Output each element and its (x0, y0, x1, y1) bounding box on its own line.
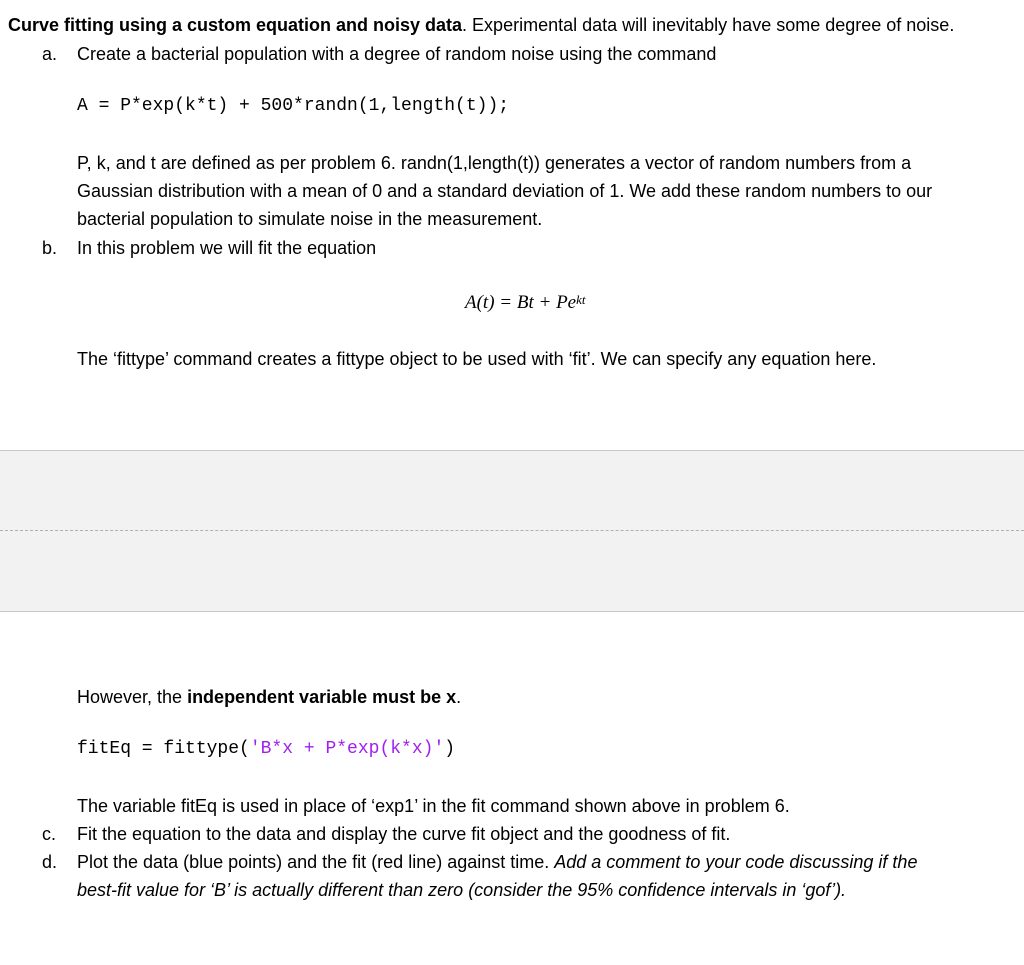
equation (465, 292, 586, 314)
intro-rest: . Experimental data will inevitably have some degree of noise. (462, 15, 955, 35)
answer-band-bottom (0, 531, 1024, 612)
however-end: . (456, 687, 462, 707)
item-a-para-3: bacterial population to simulate noise in the measurement. (77, 209, 543, 229)
item-d-italic-1: Add a comment to your code discussing if the (554, 852, 918, 872)
item-d-line-1 (77, 848, 917, 876)
however-line (77, 683, 461, 711)
item-a-para-2: Gaussian distribution with a mean of 0 and a standard deviation of 1. We add these random numbers to our (77, 181, 933, 201)
item-c-label: c. (42, 824, 57, 844)
fittype-code (77, 739, 455, 759)
item-d-line-2 (77, 876, 846, 904)
variable-text: The variable fitEq is used in place of ‘exp1’ in the fit command shown above in problem 6. (77, 796, 790, 816)
answer-band-top (0, 450, 1024, 531)
intro-line (8, 11, 954, 39)
equation-body: A(t) = Bt + Pe (465, 292, 577, 313)
code-prefix: fitEq = fittype( (77, 739, 250, 759)
equation-exponent: kt (576, 292, 586, 307)
item-b-text: In this problem we will fit the equation (77, 238, 377, 258)
item-a-para-1: P, k, and t are defined as per problem 6. randn(1,length(t)) generates a vector of random numbers from a (77, 153, 912, 173)
intro-title: Curve fitting using a custom equation and noisy data (8, 15, 463, 35)
however-plain: However, the (77, 687, 188, 707)
however-bold: independent variable must be x (187, 687, 457, 707)
item-d-plain: Plot the data (blue points) and the fit (red line) against time. (77, 852, 555, 872)
code-string: 'B*x + P*exp(k*x)' (249, 739, 445, 759)
fittype-text: The ‘fittype’ command creates a fittype object to be used with ‘fit’. We can specify any equation here. (77, 349, 877, 369)
item-a-code: A = P*exp(k*t) + 500*randn(1,length(t)); (77, 96, 510, 116)
item-d-italic-2: best-fit value for ‘B’ is actually different than zero (consider the 95% confidence intervals in ‘gof’). (77, 880, 847, 900)
item-b-label: b. (42, 238, 58, 258)
code-suffix: ) (444, 739, 456, 759)
item-d-label: d. (42, 852, 58, 872)
item-a-text: Create a bacterial population with a degree of random noise using the command (77, 44, 717, 64)
item-a-label: a. (42, 44, 58, 64)
item-c-text: Fit the equation to the data and display the curve fit object and the goodness of fit. (77, 824, 731, 844)
